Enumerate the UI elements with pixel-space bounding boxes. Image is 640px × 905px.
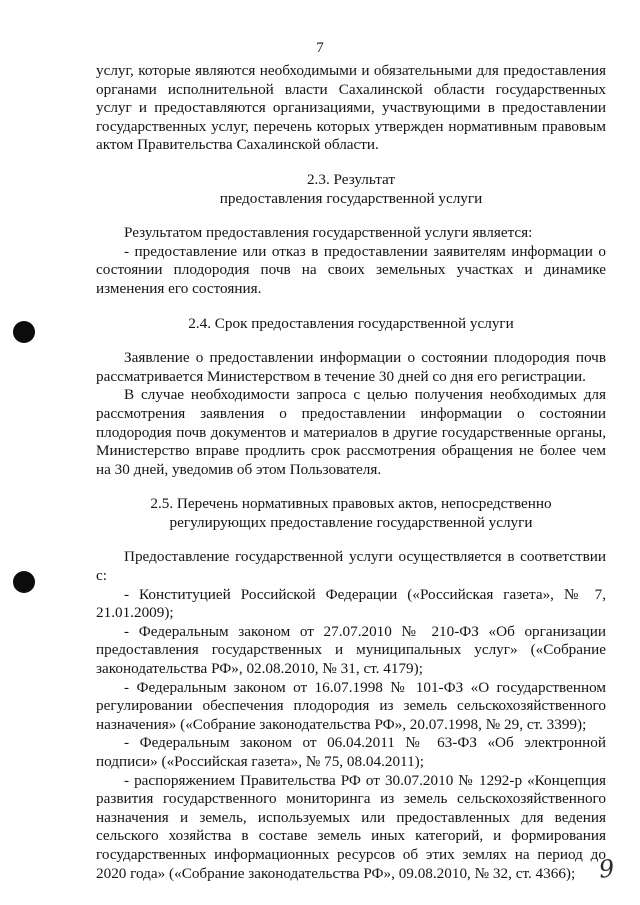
heading-line: 2.4. Срок предоставления государственной услуги xyxy=(188,314,514,332)
list-item: - Федеральным законом от 06.04.2011 № 63-ФЗ «Об электронной подписи» («Российская газета», № 75, 08.04.2011); xyxy=(96,734,606,770)
paragraph: Предоставление государственной услуги осуществляется в соответствии с: xyxy=(96,548,606,585)
heading-line: 2.3. Результат xyxy=(306,170,396,188)
heading-line: регулирующих предоставление государственной услуги xyxy=(169,513,533,531)
section-2-5-heading xyxy=(96,495,606,532)
list-item: - распоряжением Правительства РФ от 30.07.2010 № 1292-р «Концепция развития государственного мониторинга из земель сельскохозяйственного назначения и земель, используемых или предоставленных для ведения сельского хозяйства в составе земель иных категорий, и формирования государственных информационных ресурсов об этих землях на период до 2020 года» («Собрание законодательства РФ», 09.08.2010, № 32, ст. 4366); xyxy=(96,771,606,882)
paragraph: Заявление о предоставлении информации о состоянии плодородия почв рассматривается Министерством в течение 30 дней со дня его регистрации. xyxy=(96,349,606,385)
paragraph: В случае необходимости запроса с целью получения необходимых для рассмотрения заявления о предоставлении информации о состоянии плодородия почв документов и материалов в другие государственные органы, Министерство вправе продлить срок рассмотрения обращения не более чем на 30 дней, уведомив об этом Пользователя. xyxy=(96,386,606,478)
paragraph: Результатом предоставления государственной услуги является: xyxy=(124,224,533,242)
paragraph: - предоставление или отказ в предоставлении заявителям информации о состоянии плодородия почв на своих земельных участках и динамике изменения его состояния. xyxy=(96,242,606,297)
document-body xyxy=(96,62,606,883)
handwritten-page-number: 9 xyxy=(597,854,616,884)
heading-line: предоставления государственной услуги xyxy=(219,189,483,207)
punch-hole-mark xyxy=(13,571,35,593)
heading-line: 2.5. Перечень нормативных правовых актов, непосредственно xyxy=(150,495,552,513)
list-item: - Федеральным законом от 27.07.2010 № 210-ФЗ «Об организации предоставления государственных и муниципальных услуг» («Собрание законодательства РФ», 02.08.2010, № 31, ст. 4179); xyxy=(96,622,606,678)
section-2-4-heading xyxy=(96,315,606,334)
section-2-3-heading xyxy=(96,171,606,208)
punch-hole-mark xyxy=(13,321,35,343)
intro-paragraph: услуг, которые являются необходимыми и обязательными для предоставления органами исполнительной власти Сахалинской области государственных услуг и предоставляются организациями, участвующими в предоставлении государственных услуг, перечень которых утвержден нормативным правовым актом Правительства Сахалинской области. xyxy=(96,62,606,154)
list-item: - Федеральным законом от 16.07.1998 № 101-ФЗ «О государственном регулировании обеспечения плодородия из земель сельскохозяйственного назначения» («Собрание законодательства РФ», 20.07.1998, № 29, ст. 3399); xyxy=(96,678,606,733)
page-number: 7 xyxy=(316,40,324,56)
list-item: - Конституцией Российской Федерации («Российская газета», № 7, 21.01.2009); xyxy=(96,585,606,622)
